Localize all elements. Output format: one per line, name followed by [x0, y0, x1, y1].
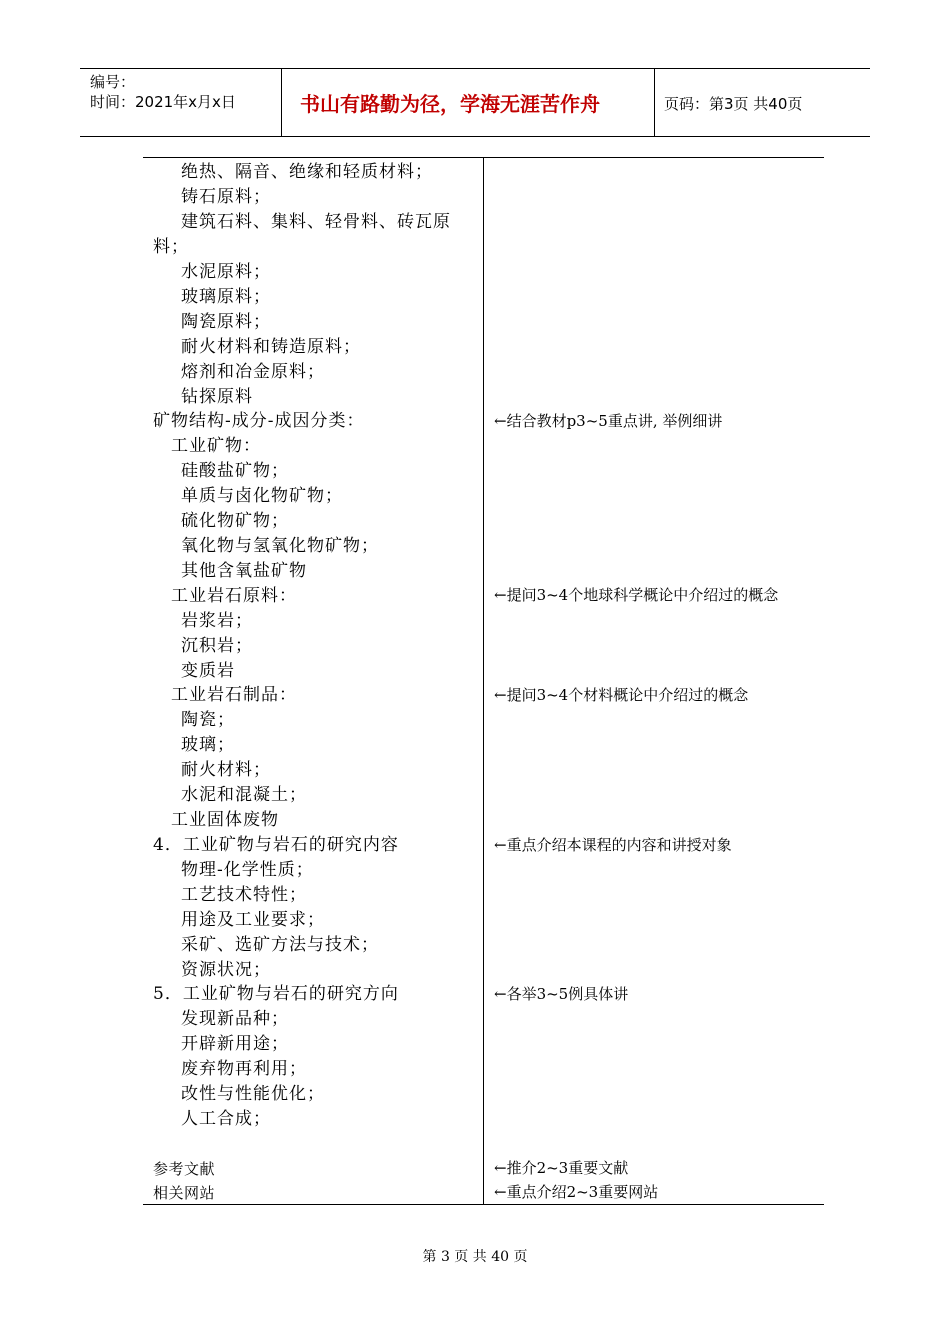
outline-line: 资源状况； [181, 960, 271, 980]
teaching-note: ←推介2~3重要文献 [494, 1159, 629, 1177]
outline-line: 工业岩石原料： [171, 586, 297, 606]
header-divider-2 [654, 69, 655, 136]
outline-line: 陶瓷原料； [181, 312, 271, 332]
outline-line: 工业矿物： [171, 436, 261, 456]
outline-line: 发现新品种； [181, 1009, 289, 1029]
outline-line: 陶瓷； [181, 710, 235, 730]
outline-line: 水泥原料； [181, 262, 271, 282]
header-time-label: 时间：2021年x月x日 [90, 93, 236, 111]
outline-line: 开辟新用途； [181, 1034, 289, 1054]
teaching-note: ←提问3~4个材料概论中介绍过的概念 [494, 686, 749, 704]
outline-line: 物理-化学性质； [181, 860, 314, 880]
outline-line: 耐火材料； [181, 760, 271, 780]
outline-line: 矿物结构-成分-成因分类： [153, 411, 365, 431]
outline-line: 用途及工业要求； [181, 910, 325, 930]
teaching-note: ←提问3~4个地球科学概论中介绍过的概念 [494, 586, 779, 604]
outline-line: 硫化物矿物； [181, 511, 289, 531]
header-top-rule [80, 68, 870, 69]
outline-line: 工业固体废物 [171, 810, 279, 830]
header-bottom-rule [80, 136, 870, 137]
outline-line: 废弃物再利用； [181, 1059, 307, 1079]
header-page-label: 页码：第3页 共40页 [664, 95, 803, 113]
outline-line: 工业岩石制品： [171, 685, 297, 705]
teaching-note: ←重点介绍本课程的内容和讲授对象 [494, 836, 732, 854]
outline-line: 人工合成； [181, 1109, 271, 1129]
outline-line: 钻探原料 [181, 387, 253, 407]
outline-line: 5．工业矿物与岩石的研究方向 [153, 984, 399, 1004]
outline-line: 其他含氧盐矿物 [181, 561, 307, 581]
outline-line: 熔剂和冶金原料； [181, 362, 325, 382]
outline-line: 料； [153, 237, 189, 257]
outline-line: 参考文献 [153, 1160, 216, 1178]
outline-line: 沉积岩； [181, 636, 253, 656]
outline-line: 耐火材料和铸造原料； [181, 337, 361, 357]
teaching-note: ←结合教材p3~5重点讲, 举例细讲 [494, 412, 723, 430]
outline-line: 水泥和混凝土； [181, 785, 307, 805]
outline-line: 工艺技术特性； [181, 885, 307, 905]
outline-line: 相关网站 [153, 1184, 216, 1202]
teaching-note: ←各举3~5例具体讲 [494, 985, 629, 1003]
outline-line: 玻璃原料； [181, 287, 271, 307]
header-number-label: 编号： [90, 73, 136, 91]
page-footer: 第 3 页 共 40 页 [422, 1249, 528, 1265]
outline-line: 硅酸盐矿物； [181, 461, 289, 481]
outline-line: 氧化物与氢氧化物矿物； [181, 536, 379, 556]
outline-line: 绝热、隔音、绝缘和轻质材料； [181, 162, 433, 182]
outline-line: 岩浆岩； [181, 611, 253, 631]
header-divider-1 [281, 69, 282, 136]
outline-line: 玻璃； [181, 735, 235, 755]
table-column-divider [483, 157, 484, 1205]
outline-line: 改性与性能优化； [181, 1084, 325, 1104]
outline-line: 采矿、选矿方法与技术； [181, 935, 379, 955]
header-motto: 书山有路勤为径，学海无涯苦作舟 [300, 92, 600, 116]
outline-line: 4．工业矿物与岩石的研究内容 [153, 835, 399, 855]
outline-line: 建筑石料、集料、轻骨料、砖瓦原 [181, 212, 451, 232]
teaching-note: ←重点介绍2~3重要网站 [494, 1183, 659, 1201]
outline-line: 铸石原料； [181, 187, 271, 207]
outline-line: 单质与卤化物矿物； [181, 486, 343, 506]
outline-line: 变质岩 [181, 661, 235, 681]
